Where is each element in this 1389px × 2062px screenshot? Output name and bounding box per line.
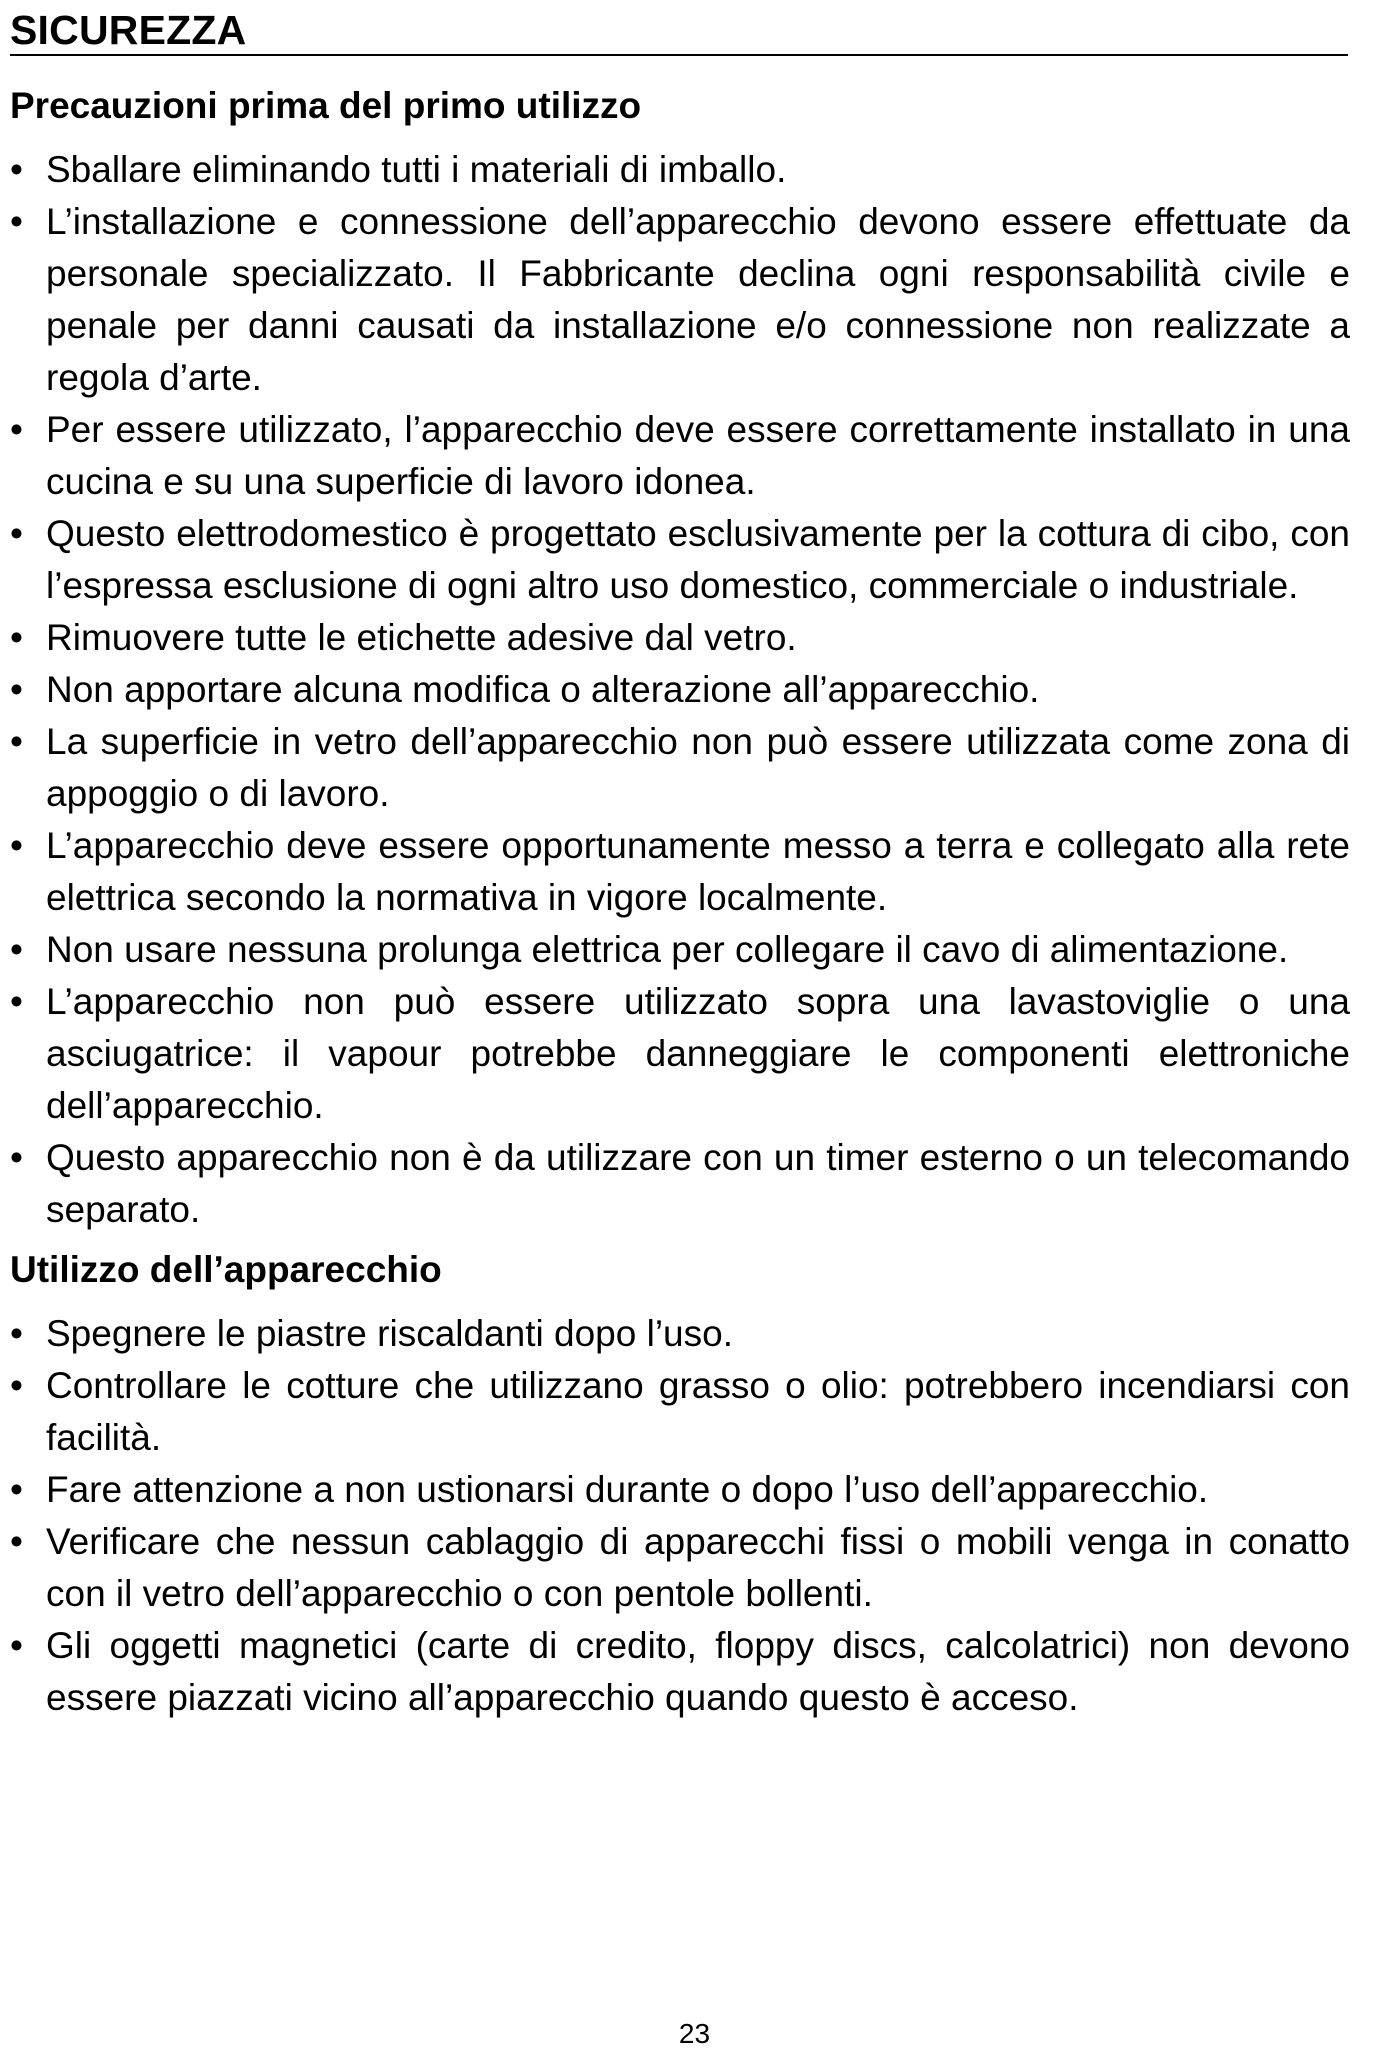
list-item <box>10 976 1350 1132</box>
list-item <box>10 612 1350 664</box>
bullet: • <box>10 669 23 710</box>
list-item-text: Spegnere le piastre riscaldanti dopo l’uso. <box>46 1313 733 1354</box>
bullet: • <box>10 1365 23 1406</box>
list-item-text: Questo apparecchio non è da utilizzare con un timer esterno o un telecomando separato. <box>46 1137 1350 1230</box>
title-divider <box>10 54 1348 56</box>
bullet: • <box>10 1469 23 1510</box>
list-item-text: L’installazione e connessione dell’apparecchio devono essere effettuate da personale specializzato. Il Fabbricante declina ogni responsabilità civile e penale per danni causati da installazione e/o connessione non realizzate a regola d’arte. <box>46 201 1350 398</box>
list-item <box>10 1360 1350 1464</box>
page-number: 23 <box>678 2018 711 2049</box>
list-item-text: Non usare nessuna prolunga elettrica per collegare il cavo di alimentazione. <box>46 929 1289 970</box>
precautions-heading: Precauzioni prima del primo utilizzo <box>10 85 642 126</box>
list-item-text: Per essere utilizzato, l’apparecchio deve essere correttamente installato in una cucina e su una superficie di lavoro idonea. <box>46 409 1350 502</box>
usage-list <box>10 1308 1350 1724</box>
list-item <box>10 1620 1350 1724</box>
list-item-text: Rimuovere tutte le etichette adesive dal vetro. <box>46 617 797 658</box>
bullet: • <box>10 825 23 866</box>
list-item-text: Sballare eliminando tutti i materiali di imballo. <box>46 149 787 190</box>
bullet: • <box>10 1521 23 1562</box>
list-item <box>10 664 1350 716</box>
list-item-text: Verificare che nessun cablaggio di apparecchi fissi o mobili venga in conatto con il vetro dell’apparecchio o con pentole bollenti. <box>46 1521 1350 1614</box>
list-item <box>10 196 1350 404</box>
section-title: SICUREZZA <box>10 7 247 53</box>
bullet: • <box>10 929 23 970</box>
precautions-list <box>10 144 1350 1236</box>
usage-heading: Utilizzo dell’apparecchio <box>10 1249 442 1290</box>
list-item-text: Non apportare alcuna modifica o alterazione all’apparecchio. <box>46 669 1040 710</box>
list-item <box>10 1132 1350 1236</box>
list-item <box>10 144 1350 196</box>
list-item-text: La superficie in vetro dell’apparecchio non può essere utilizzata come zona di appoggio o di lavoro. <box>46 721 1350 814</box>
list-item <box>10 1464 1350 1516</box>
list-item <box>10 820 1350 924</box>
list-item-text: Fare attenzione a non ustionarsi durante o dopo l’uso dell’apparecchio. <box>46 1469 1209 1510</box>
list-item <box>10 508 1350 612</box>
bullet: • <box>10 617 23 658</box>
list-item <box>10 1516 1350 1620</box>
list-item <box>10 924 1350 976</box>
list-item <box>10 1308 1350 1360</box>
list-item-text: Gli oggetti magnetici (carte di credito, floppy discs, calcolatrici) non devono essere piazzati vicino all’apparecchio quando questo è acceso. <box>46 1625 1350 1718</box>
bullet: • <box>10 1625 23 1666</box>
list-item-text: L’apparecchio non può essere utilizzato sopra una lavastoviglie o una asciugatrice: il vapour potrebbe danneggiare le componenti elettroniche dell’apparecchio. <box>46 981 1350 1126</box>
bullet: • <box>10 981 23 1022</box>
bullet: • <box>10 513 23 554</box>
bullet: • <box>10 409 23 450</box>
bullet: • <box>10 201 23 242</box>
list-item-text: Controllare le cotture che utilizzano grasso o olio: potrebbero incendiarsi con facilità. <box>46 1365 1350 1458</box>
list-item-text: Questo elettrodomestico è progettato esclusivamente per la cottura di cibo, con l’espressa esclusione di ogni altro uso domestico, commerciale o industriale. <box>46 513 1350 606</box>
list-item <box>10 716 1350 820</box>
bullet: • <box>10 721 23 762</box>
bullet: • <box>10 1137 23 1178</box>
bullet: • <box>10 1313 23 1354</box>
bullet: • <box>10 149 23 190</box>
document-page <box>10 0 1350 1724</box>
list-item <box>10 404 1350 508</box>
list-item-text: L’apparecchio deve essere opportunamente messo a terra e collegato alla rete elettrica secondo la normativa in vigore localmente. <box>46 825 1350 918</box>
